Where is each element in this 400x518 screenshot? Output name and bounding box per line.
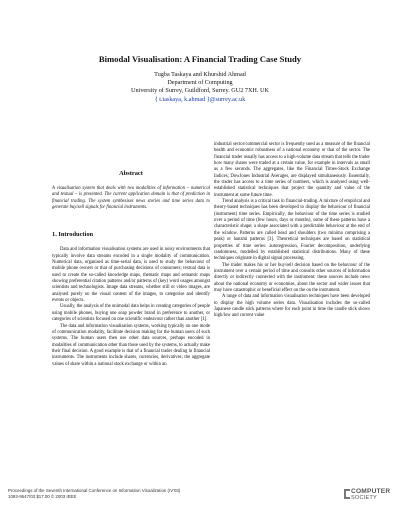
left-column [52,141,210,368]
paragraph: Trend analysis is a critical task in financial-trading. A mixture of empirical and theory-based techniques has been developed to display the behaviour of financial (instrument) time series. Empirically, the behaviour of the time series is studied over a period of time (few hours, days or months), some of these patterns have a characteristic shape; a shape associated with a predictable behaviour at the end of the window. Patterns are called head and shoulders (two minima comprising a peak) or hanzmi patterns [3]. Theoretical techniques are based on statistical properties of time series: autoregression, Fourier decomposition, underlying randomness, modelled by established statistical distributions. Many of these techniques originate in digital signal processing. [214,199,370,262]
right-column [214,142,370,320]
authors: Tugba Taskaya and Khurshid Ahmad [154,71,246,78]
abstract-text: A visualisation system that deals with two modalities of information – numerical and textual – is presented. The current application domain is that of prediction in financial trading. The system synthesises news stories and time series data to generate buy/sell signals for financial instruments. [52,186,210,211]
logo-line-1: COMPUTER [351,488,391,495]
paragraph: The data and information visualisation systems, working typically on one mode of communication modality, facilitate decision making for the human users of such systems. The human users then use other data sources, perhaps encoded in modalities of communication other than those used by the systems, to actually make their final decision. A good example is that of a financial trader dealing in financial instruments. The instruments include shares, currencies, derivatives; the aggregate values of share within a national stock exchange or within an [52,323,210,367]
paragraph: industrial sector/commercial sector is frequently used as a measure of the financial health and economic robustness of a national economy or that of the sector. The financial trader usually has access to a high-volume data stream that tells the trader how many shares were traded at a certain value, for example in intervals as small as a few seconds. The aggregates, like the Financial Times-Stock Exchange Indices; DowJones Industrial Averages, are displayed simultaneously. Essentially, the trader has access to a time series of numbers, which is analysed using well-established statistical techniques that project the quantity and value of the instrument at some future time. [214,142,370,198]
page-footer [8,488,180,499]
section-heading-introduction: 1. Introduction [52,231,94,239]
footer-proceedings: Proceedings of the Seventh International Conference on Information Visualization (IV'03) [8,488,181,493]
university: University of Surrey, Guildford, Surrey. GU2 7XH. UK [131,87,269,95]
paragraph: Data and information visualisation systems are used in noisy environments that typically involve data streams encoded in a single modality of communication. Numerical data, organised as time-serial data, is used to study the behaviour of mobile phone owners or that of purchasing decisions of consumers; textual data is used to create the so-called knowledge maps, thematic maps and semantic maps showing preferential citation patterns and/or patterns of (key) word usages amongst scientists and technologists. Image data streams, whether still or video images, are analysed purely on the visual content of the images, to categorise and identify events or objects. [52,247,210,304]
computer-society-logo [342,483,390,509]
author-block [0,71,400,104]
paragraph: A range of data and information visualisation techniques have been developed to display the high volume series data. Visualisation includes the so-called Japanese candle stick patterns where for each point in time the candle stick shows high/low and current value [214,294,370,319]
paragraph: The trader makes his or her buy/sell decision based on the behaviour of the instrument over a certain period of time and consults other sources of information directly or indirectly connected with the instrument: these sources include news about the national economy or economies, about the sector and wider issues that may have catastrophic or beneficial effect on the on the instrument. [214,262,370,293]
department: Department of Computing [167,79,233,87]
abstract-heading: Abstract [119,170,143,177]
logo-text [351,489,390,501]
email-link[interactable]: { t.taskaya, k.ahmad }@surrey.ac.uk [154,95,246,103]
footer-price: 1093-9547/03 $17.00 © 2003 IEEE [8,493,77,499]
paper-title: Bimodal Visualisation: A Financial Trading Case Study [98,54,302,64]
paragraph: Usually, the analysis of the unimodal data helps in creating categories of people using mobile phones, buying one soap powder brand in preference to another, or categories of scientists focused on one scientific endeavour rather than another [1]. [52,304,210,323]
logo-line-2: SOCIETY [351,495,377,501]
